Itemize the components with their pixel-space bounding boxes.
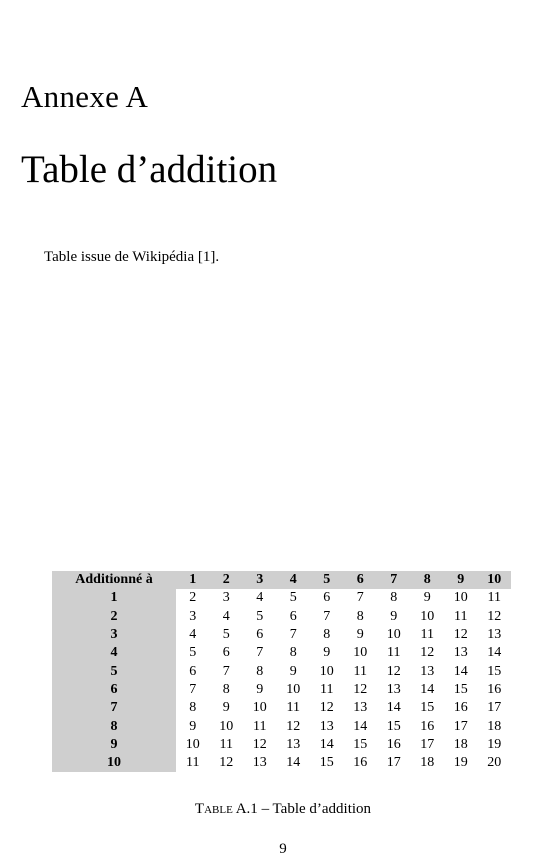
- table-cell: 7: [176, 681, 210, 699]
- column-header: 7: [377, 571, 411, 589]
- table-cell: 7: [243, 644, 277, 662]
- table-cell: 8: [344, 608, 378, 626]
- table-cell: 8: [310, 626, 344, 644]
- table-cell: 16: [444, 699, 478, 717]
- table-row: [52, 608, 511, 626]
- row-header: 10: [52, 754, 176, 772]
- table-caption: [0, 800, 558, 818]
- table-cell: 13: [444, 644, 478, 662]
- chapter-title: Table d’addition: [21, 148, 278, 191]
- table-cell: 9: [344, 626, 378, 644]
- table-cell: 8: [210, 681, 244, 699]
- table-cell: 10: [377, 626, 411, 644]
- table-cell: 11: [411, 626, 445, 644]
- column-header: 4: [277, 571, 311, 589]
- table-cell: 11: [210, 736, 244, 754]
- table-cell: 12: [243, 736, 277, 754]
- table-cell: 9: [411, 589, 445, 607]
- caption-label: Table A.1: [194, 801, 258, 817]
- table-header-row: [52, 571, 511, 589]
- table-cell: 15: [344, 736, 378, 754]
- table-row: [52, 754, 511, 772]
- row-header: 7: [52, 699, 176, 717]
- table-cell: 9: [176, 717, 210, 735]
- table-row: [52, 736, 511, 754]
- table-cell: 15: [310, 754, 344, 772]
- column-header: 9: [444, 571, 478, 589]
- intro-paragraph: Table issue de Wikipédia [1].: [44, 249, 220, 265]
- table-cell: 16: [377, 736, 411, 754]
- table-row: [52, 589, 511, 607]
- table-cell: 6: [243, 626, 277, 644]
- table-cell: 12: [277, 717, 311, 735]
- table-cell: 12: [478, 608, 512, 626]
- chapter-label: Annexe A: [21, 79, 149, 114]
- table-body: [52, 589, 511, 772]
- table-cell: 10: [444, 589, 478, 607]
- table-cell: 11: [243, 717, 277, 735]
- table-cell: 15: [478, 662, 512, 680]
- table-row: [52, 662, 511, 680]
- table-cell: 8: [243, 662, 277, 680]
- table-cell: 8: [176, 699, 210, 717]
- table-cell: 19: [478, 736, 512, 754]
- table-cell: 15: [377, 717, 411, 735]
- table-cell: 11: [377, 644, 411, 662]
- table-cell: 13: [377, 681, 411, 699]
- table-cell: 15: [444, 681, 478, 699]
- table-row: [52, 681, 511, 699]
- table-cell: 14: [277, 754, 311, 772]
- row-header: 6: [52, 681, 176, 699]
- column-header: 3: [243, 571, 277, 589]
- table-cell: 3: [210, 589, 244, 607]
- table-cell: 10: [243, 699, 277, 717]
- table-cell: 10: [411, 608, 445, 626]
- table-cell: 11: [310, 681, 344, 699]
- table-cell: 17: [444, 717, 478, 735]
- caption-text: Table d’addition: [272, 801, 372, 817]
- table-cell: 14: [444, 662, 478, 680]
- table-cell: 14: [478, 644, 512, 662]
- table-cell: 2: [176, 589, 210, 607]
- table-cell: 11: [444, 608, 478, 626]
- table-cell: 14: [377, 699, 411, 717]
- table-cell: 15: [411, 699, 445, 717]
- table-cell: 6: [277, 608, 311, 626]
- table-cell: 13: [243, 754, 277, 772]
- table-cell: 12: [344, 681, 378, 699]
- table-cell: 10: [176, 736, 210, 754]
- table-cell: 13: [478, 626, 512, 644]
- row-header: 2: [52, 608, 176, 626]
- table-cell: 9: [277, 662, 311, 680]
- table-cell: 12: [377, 662, 411, 680]
- row-header: 3: [52, 626, 176, 644]
- table-cell: 12: [210, 754, 244, 772]
- column-header: 2: [210, 571, 244, 589]
- column-header: 10: [478, 571, 512, 589]
- column-header: 8: [411, 571, 445, 589]
- table-cell: 18: [444, 736, 478, 754]
- table-cell: 5: [277, 589, 311, 607]
- table-cell: 6: [310, 589, 344, 607]
- table-cell: 10: [277, 681, 311, 699]
- table-cell: 13: [344, 699, 378, 717]
- table-cell: 12: [310, 699, 344, 717]
- table-cell: 4: [243, 589, 277, 607]
- table-cell: 18: [411, 754, 445, 772]
- row-header: 1: [52, 589, 176, 607]
- table-cell: 11: [176, 754, 210, 772]
- table-cell: 14: [411, 681, 445, 699]
- table-cell: 6: [210, 644, 244, 662]
- table-cell: 10: [310, 662, 344, 680]
- caption-separator: –: [257, 801, 273, 817]
- table-cell: 5: [210, 626, 244, 644]
- table-cell: 11: [277, 699, 311, 717]
- table-cell: 5: [243, 608, 277, 626]
- table-cell: 8: [377, 589, 411, 607]
- table-cell: 4: [210, 608, 244, 626]
- table-cell: 17: [411, 736, 445, 754]
- table-cell: 14: [344, 717, 378, 735]
- page-number: 9: [279, 841, 287, 857]
- table-row: [52, 717, 511, 735]
- table-cell: 7: [344, 589, 378, 607]
- table-cell: 16: [344, 754, 378, 772]
- column-header: 5: [310, 571, 344, 589]
- table-cell: 11: [478, 589, 512, 607]
- table-cell: 3: [176, 608, 210, 626]
- table-cell: 10: [344, 644, 378, 662]
- table-cell: 9: [310, 644, 344, 662]
- table-cell: 6: [176, 662, 210, 680]
- table-cell: 19: [444, 754, 478, 772]
- table-cell: 10: [210, 717, 244, 735]
- table-cell: 13: [277, 736, 311, 754]
- table-cell: 9: [243, 681, 277, 699]
- table-cell: 7: [310, 608, 344, 626]
- table-cell: 13: [411, 662, 445, 680]
- table-row: [52, 699, 511, 717]
- row-header: 8: [52, 717, 176, 735]
- table-cell: 12: [411, 644, 445, 662]
- table-row: [52, 626, 511, 644]
- addition-table: [52, 571, 511, 772]
- row-header: 9: [52, 736, 176, 754]
- table-cell: 9: [377, 608, 411, 626]
- table-cell: 7: [277, 626, 311, 644]
- table-cell: 14: [310, 736, 344, 754]
- table-cell: 16: [411, 717, 445, 735]
- table-cell: 11: [344, 662, 378, 680]
- table-corner-header: Additionné à: [52, 571, 176, 589]
- table-cell: 18: [478, 717, 512, 735]
- row-header: 4: [52, 644, 176, 662]
- column-header: 1: [176, 571, 210, 589]
- table-cell: 17: [478, 699, 512, 717]
- table-cell: 5: [176, 644, 210, 662]
- table-cell: 9: [210, 699, 244, 717]
- table-cell: 17: [377, 754, 411, 772]
- row-header: 5: [52, 662, 176, 680]
- table-cell: 16: [478, 681, 512, 699]
- table-cell: 12: [444, 626, 478, 644]
- table-cell: 7: [210, 662, 244, 680]
- table-row: [52, 644, 511, 662]
- table-cell: 4: [176, 626, 210, 644]
- table-cell: 13: [310, 717, 344, 735]
- table-cell: 8: [277, 644, 311, 662]
- column-header: 6: [344, 571, 378, 589]
- table-cell: 20: [478, 754, 512, 772]
